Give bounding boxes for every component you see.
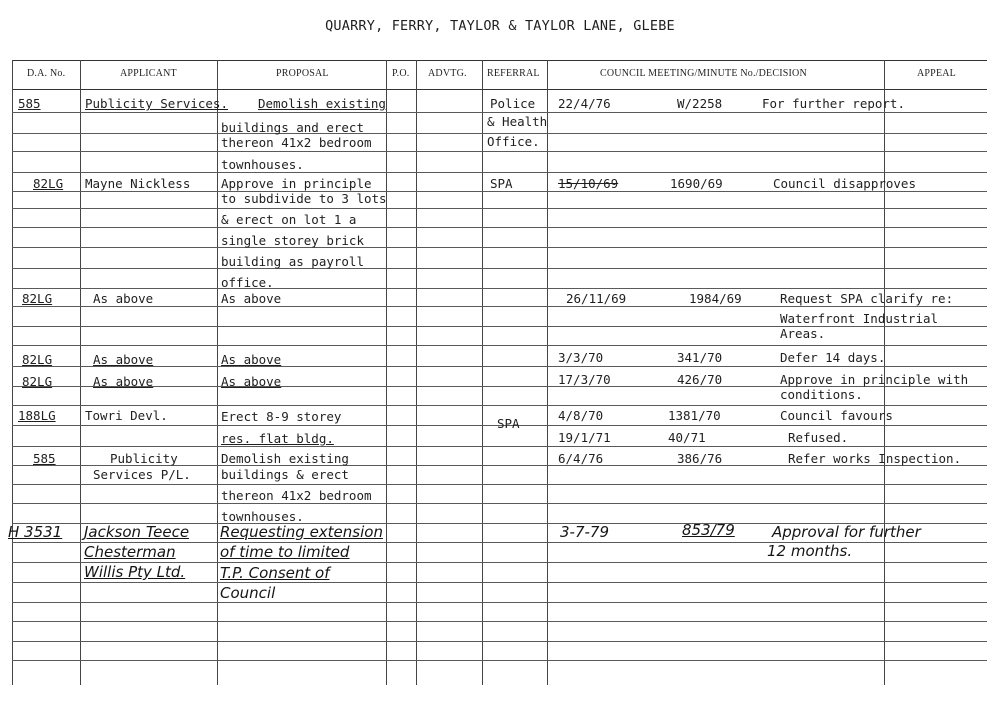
ruled-line (12, 446, 987, 447)
proposal-line: thereon 41x2 bedroom (221, 135, 372, 150)
proposal-line: townhouses. (221, 509, 304, 524)
column-divider (386, 60, 387, 685)
ruled-line (12, 191, 987, 192)
header-proposal: PROPOSAL (276, 68, 329, 79)
column-divider (12, 60, 13, 685)
proposal-line: Approve in principle (221, 176, 372, 191)
column-divider (217, 60, 218, 685)
ruled-line (12, 366, 987, 367)
ruled-line (12, 306, 987, 307)
proposal-line: Demolish existing (258, 96, 386, 111)
minute-number: 40/71 (668, 430, 706, 445)
ruled-line (12, 660, 987, 661)
decision: Defer 14 days. (780, 350, 886, 365)
meeting-date: 19/1/71 (558, 430, 611, 445)
proposal-line: townhouses. (221, 157, 304, 172)
applicant-name: Chesterman (84, 543, 176, 561)
minute-number: 853/79 (682, 521, 735, 539)
da-number: 82LG (22, 291, 53, 306)
column-divider (547, 60, 548, 685)
ruled-line (12, 582, 987, 583)
proposal-line: Requesting extension (220, 523, 383, 541)
minute-number: 1381/70 (668, 408, 721, 423)
meeting-date: 6/4/76 (558, 451, 604, 466)
proposal-line: single storey brick (221, 233, 364, 248)
da-number: 188LG (18, 408, 56, 423)
meeting-date: 15/10/69 (558, 176, 619, 191)
column-divider (482, 60, 483, 685)
proposal-line: As above (221, 352, 282, 367)
column-divider (80, 60, 81, 685)
da-number: 82LG (22, 352, 53, 367)
decision: Approve in principle with (780, 372, 969, 387)
proposal-line: Erect 8-9 storey (221, 409, 342, 424)
ruled-line (12, 288, 987, 289)
ruled-line (12, 227, 987, 228)
proposal-line: res. flat bldg. (221, 431, 334, 446)
decision: Waterfront Industrial (780, 311, 939, 326)
table-top-border (12, 60, 987, 61)
decision: Refer works Inspection. (788, 451, 962, 466)
ruled-line (12, 621, 987, 622)
decision: Council disapproves (773, 176, 916, 191)
proposal-line: buildings and erect (221, 120, 364, 135)
ruled-line (12, 641, 987, 642)
proposal-line: As above (221, 374, 282, 389)
minute-number: 341/70 (677, 350, 723, 365)
applicant-name: Publicity (110, 451, 178, 466)
ruled-line (12, 247, 987, 248)
header-po: P.O. (392, 68, 410, 79)
proposal-line: office. (221, 275, 274, 290)
applicant-name: As above (93, 291, 154, 306)
ruled-line (12, 405, 987, 406)
header-da-no: D.A. No. (27, 68, 66, 79)
applicant-name: Jackson Teece (84, 523, 190, 541)
applicant-name: As above (93, 374, 154, 389)
decision: Refused. (788, 430, 849, 445)
decision: For further report. (762, 96, 905, 111)
decision: 12 months. (767, 542, 853, 560)
proposal-line: building as payroll (221, 254, 364, 269)
meeting-date: 3/3/70 (558, 350, 604, 365)
applicant-name: Mayne Nickless (85, 176, 191, 191)
ruled-line (12, 208, 987, 209)
meeting-date: 22/4/76 (558, 96, 611, 111)
referral: SPA (490, 176, 513, 191)
minute-number: 1984/69 (689, 291, 742, 306)
minute-number: 1690/69 (670, 176, 723, 191)
decision: conditions. (780, 387, 863, 402)
decision: Request SPA clarify re: (780, 291, 954, 306)
proposal-line: to subdivide to 3 lots (221, 191, 387, 206)
applicant-name: Willis Pty Ltd. (84, 563, 186, 581)
applicant-name: Towri Devl. (85, 408, 168, 423)
proposal-line: & erect on lot 1 a (221, 212, 357, 227)
decision: Council favours (780, 408, 893, 423)
meeting-date: 26/11/69 (566, 291, 627, 306)
referral: & Health (487, 114, 548, 129)
header-referral: REFERRAL (487, 68, 540, 79)
referral: Police (490, 96, 536, 111)
header-advtg: ADVTG. (428, 68, 467, 79)
ruled-line (12, 503, 987, 504)
proposal-line: Demolish existing (221, 451, 349, 466)
page-title: QUARRY, FERRY, TAYLOR & TAYLOR LANE, GLEBE (325, 18, 675, 34)
da-number: 585 (33, 451, 56, 466)
header-council: COUNCIL MEETING/MINUTE No./DECISION (600, 68, 807, 79)
ruled-line (12, 172, 987, 173)
da-number: 82LG (22, 374, 53, 389)
da-number: 82LG (33, 176, 64, 191)
ruled-line (12, 112, 987, 113)
header-appeal: APPEAL (917, 68, 956, 79)
proposal-line: T.P. Consent of (220, 564, 330, 582)
ruled-line (12, 602, 987, 603)
referral: Office. (487, 134, 540, 149)
proposal-line: thereon 41x2 bedroom (221, 488, 372, 503)
header-applicant: APPLICANT (120, 68, 177, 79)
ruled-line (12, 326, 987, 327)
proposal-line: buildings & erect (221, 467, 349, 482)
meeting-date: 17/3/70 (558, 372, 611, 387)
proposal-line: Council (220, 584, 276, 602)
minute-number: 386/76 (677, 451, 723, 466)
ruled-line (12, 345, 987, 346)
meeting-date: 3-7-79 (560, 523, 609, 541)
minute-number: 426/70 (677, 372, 723, 387)
proposal-line: of time to limited (220, 543, 350, 561)
ruled-line (12, 151, 987, 152)
decision: Areas. (780, 326, 826, 341)
referral: SPA (497, 416, 520, 431)
decision: Approval for further (772, 523, 921, 541)
ruled-line (12, 484, 987, 485)
meeting-date: 4/8/70 (558, 408, 604, 423)
ruled-line (12, 268, 987, 269)
proposal-line: As above (221, 291, 282, 306)
minute-number: W/2258 (677, 96, 723, 111)
applicant-name: Services P/L. (93, 467, 191, 482)
applicant-name: Publicity Services. (85, 96, 228, 111)
da-number: 585 (18, 96, 41, 111)
header-bottom-border (12, 89, 987, 90)
column-divider (416, 60, 417, 685)
applicant-name: As above (93, 352, 154, 367)
da-number: H 3531 (8, 523, 63, 541)
